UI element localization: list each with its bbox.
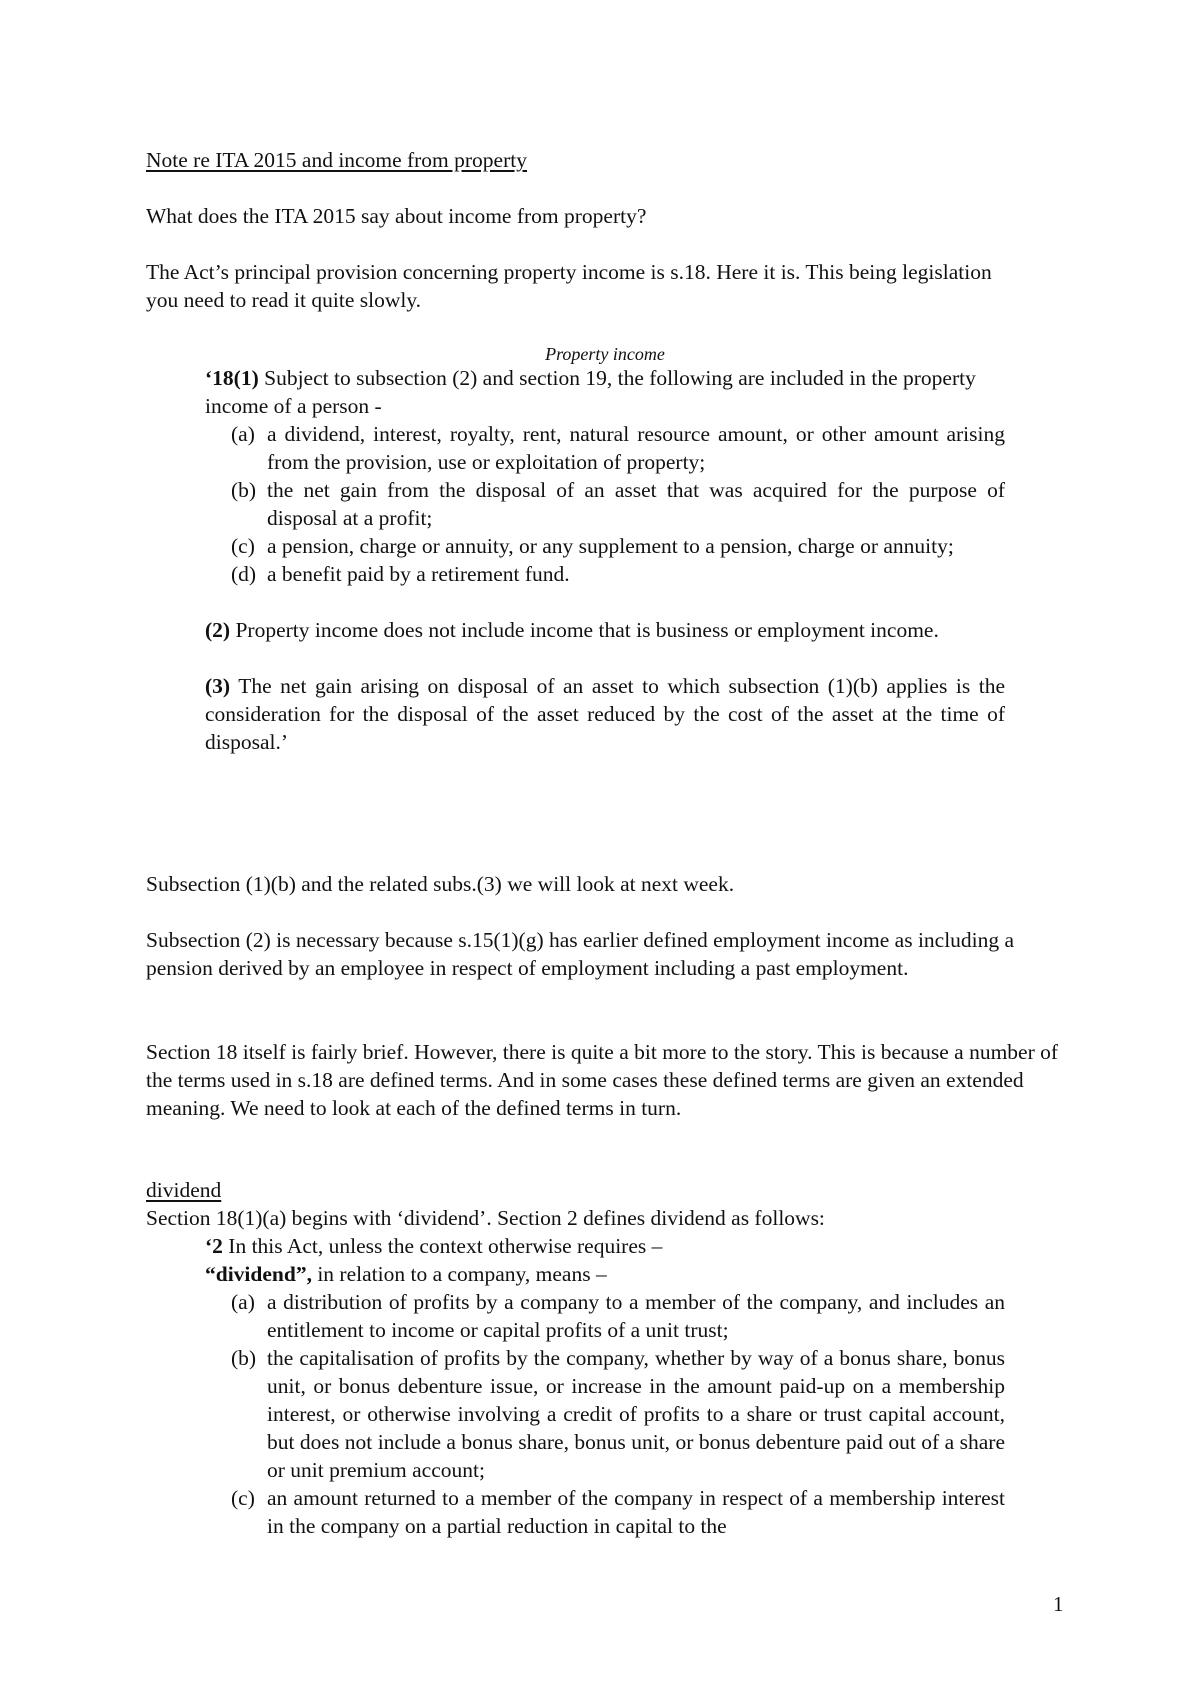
item-text: an amount returned to a member of the company in respect of a membership interest in the company on a partial reduction in capital to the	[267, 1486, 1005, 1538]
dividend-definition	[205, 1260, 1005, 1288]
section-2-intro	[205, 1232, 1005, 1260]
subsection-1-number: ‘18(1)	[205, 366, 259, 390]
item-text: a benefit paid by a retirement fund.	[267, 562, 570, 586]
dividend-heading: dividend	[146, 1178, 222, 1202]
item-text: a dividend, interest, royalty, rent, natural resource amount, or other amount arising from the provision, use or exploitation of property;	[267, 422, 1005, 474]
item-label: (b)	[231, 1346, 257, 1370]
subsection-3-text: The net gain arising on disposal of an asset to which subsection (1)(b) applies is the consideration for the disposal of the asset reduced by the cost of the asset at the time of disposal.’	[205, 674, 1005, 754]
dividend-term-text: in relation to a company, means –	[311, 1262, 607, 1286]
dividend-intro: Section 18(1)(a) begins with ‘dividend’. Section 2 defines dividend as follows:	[146, 1206, 825, 1230]
section-2-text: In this Act, unless the context otherwise requires –	[222, 1234, 663, 1258]
subsection-3-number: (3)	[205, 674, 231, 698]
subsection-1	[205, 364, 1005, 420]
dividend-term: “dividend”,	[205, 1262, 312, 1286]
list-item	[205, 1288, 1005, 1344]
item-label: (c)	[231, 534, 255, 558]
subsection-1-text: Subject to subsection (2) and section 19, the following are included in the property income of a person -	[205, 366, 976, 418]
item-label: (a)	[231, 422, 255, 446]
item-label: (a)	[231, 1290, 255, 1314]
subsection-2-number: (2)	[205, 618, 231, 642]
item-label: (d)	[231, 562, 257, 586]
item-text: a pension, charge or annuity, or any supplement to a pension, charge or annuity;	[267, 534, 954, 558]
subsection-2	[205, 616, 1005, 644]
document-title: Note re ITA 2015 and income from property	[146, 148, 527, 172]
page-number: 1	[1053, 1592, 1064, 1616]
list-item	[205, 560, 1005, 588]
intro-paragraph: The Act’s principal provision concerning property income is s.18. Here it is. This being legislation you need to read it quite slowly.	[146, 260, 992, 312]
list-item	[205, 476, 1005, 532]
section-2-number: ‘2	[205, 1234, 223, 1258]
property-income-heading: Property income	[545, 344, 665, 364]
subsection-2-text: Property income does not include income that is business or employment income.	[230, 618, 939, 642]
paragraph-subsection-2: Subsection (2) is necessary because s.15(1)(g) has earlier defined employment income as including a pension derived by an employee in respect of employment including a past employment.	[146, 928, 1015, 980]
item-text: the capitalisation of profits by the company, whether by way of a bonus share, bonus unit, or bonus debenture issue, or increase in the amount paid-up on a membership interest, or otherwise involving a credit of profits to a share or trust capital account, but does not include a bonus share, bonus unit, or bonus debenture paid out of a share or unit premium account;	[267, 1346, 1005, 1482]
question-paragraph: What does the ITA 2015 say about income from property?	[146, 204, 647, 228]
paragraph-subsection-1b: Subsection (1)(b) and the related subs.(3) we will look at next week.	[146, 872, 735, 896]
item-text: the net gain from the disposal of an asset that was acquired for the purpose of disposal at a profit;	[267, 478, 1005, 530]
subsection-3	[205, 672, 1005, 756]
list-item	[205, 1344, 1005, 1484]
item-label: (b)	[231, 478, 257, 502]
item-label: (c)	[231, 1486, 255, 1510]
list-item	[205, 420, 1005, 476]
list-item	[205, 532, 1005, 560]
item-text: a distribution of profits by a company to a member of the company, and includes an entitlement to income or capital profits of a unit trust;	[267, 1290, 1005, 1342]
section-2-quote	[205, 1232, 1005, 1540]
list-item	[205, 1484, 1005, 1540]
paragraph-section-18: Section 18 itself is fairly brief. However, there is quite a bit more to the story. This is because a number of the terms used in s.18 are defined terms. And in some cases these defined terms are given an extended meaning. We need to look at each of the defined terms in turn.	[146, 1040, 1059, 1120]
